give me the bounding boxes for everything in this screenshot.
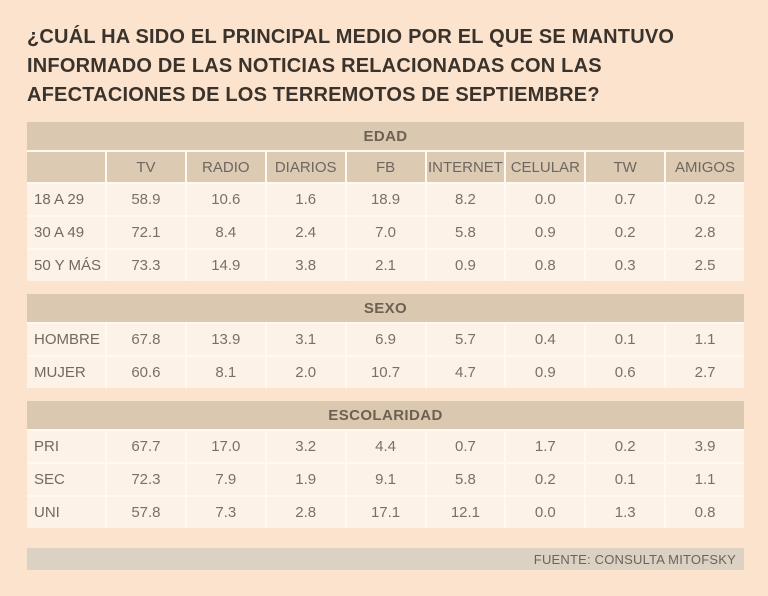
page-title (27, 23, 733, 110)
value-cell: 10.7 (347, 357, 425, 388)
value-cell: 17.1 (347, 497, 425, 528)
section-title-band: SEXO (27, 294, 744, 322)
value-cell: 0.2 (586, 217, 664, 248)
value-cell: 4.4 (347, 431, 425, 462)
row-label: MUJER (27, 357, 105, 388)
value-cell: 5.8 (427, 217, 505, 248)
value-cell: 1.6 (267, 184, 345, 215)
value-cell: 0.7 (586, 184, 664, 215)
value-cell: 2.5 (666, 250, 744, 281)
column-header: INTERNET (427, 152, 505, 182)
value-cell: 2.4 (267, 217, 345, 248)
value-cell: 0.9 (506, 217, 584, 248)
table-row (27, 217, 744, 248)
value-cell: 18.9 (347, 184, 425, 215)
value-cell: 0.2 (506, 464, 584, 495)
title-line-2: INFORMADO DE LAS NOTICIAS RELACIONADAS CON LAS (27, 55, 602, 77)
value-cell: 67.8 (107, 324, 185, 355)
value-cell: 2.8 (666, 217, 744, 248)
value-cell: 12.1 (427, 497, 505, 528)
section-sexo (27, 294, 744, 388)
table-row (27, 324, 744, 355)
value-cell: 0.3 (586, 250, 664, 281)
value-cell: 0.0 (506, 497, 584, 528)
value-cell: 0.9 (427, 250, 505, 281)
value-cell: 4.7 (427, 357, 505, 388)
value-cell: 10.6 (187, 184, 265, 215)
value-cell: 7.9 (187, 464, 265, 495)
table-sections (27, 122, 744, 528)
value-cell: 1.7 (506, 431, 584, 462)
source-label: FUENTE: CONSULTA MITOFSKY (533, 551, 736, 567)
column-header-row (27, 152, 744, 182)
value-cell: 8.4 (187, 217, 265, 248)
value-cell: 72.1 (107, 217, 185, 248)
title-line-1: ¿CUÁL HA SIDO EL PRINCIPAL MEDIO POR EL QUE SE MANTUVO (27, 26, 675, 48)
value-cell: 5.8 (427, 464, 505, 495)
row-label: SEC (27, 464, 105, 495)
table-row (27, 464, 744, 495)
title-line-3: AFECTACIONES DE LOS TERREMOTOS DE SEPTIEMBRE? (27, 84, 600, 106)
column-header-empty (27, 152, 105, 182)
column-header: RADIO (187, 152, 265, 182)
value-cell: 72.3 (107, 464, 185, 495)
value-cell: 2.8 (267, 497, 345, 528)
row-label: 18 A 29 (27, 184, 105, 215)
row-label: UNI (27, 497, 105, 528)
table-row (27, 497, 744, 528)
row-label: HOMBRE (27, 324, 105, 355)
value-cell: 0.6 (586, 357, 664, 388)
value-cell: 6.9 (347, 324, 425, 355)
value-cell: 0.1 (586, 324, 664, 355)
value-cell: 0.1 (586, 464, 664, 495)
value-cell: 60.6 (107, 357, 185, 388)
table-row (27, 431, 744, 462)
value-cell: 3.8 (267, 250, 345, 281)
value-cell: 7.3 (187, 497, 265, 528)
value-cell: 0.8 (506, 250, 584, 281)
column-header: TV (107, 152, 185, 182)
value-cell: 67.7 (107, 431, 185, 462)
column-header: CELULAR (506, 152, 584, 182)
value-cell: 57.8 (107, 497, 185, 528)
value-cell: 0.4 (506, 324, 584, 355)
value-cell: 2.7 (666, 357, 744, 388)
value-cell: 73.3 (107, 250, 185, 281)
value-cell: 58.9 (107, 184, 185, 215)
table-row (27, 250, 744, 281)
value-cell: 8.2 (427, 184, 505, 215)
section-edad (27, 122, 744, 281)
value-cell: 13.9 (187, 324, 265, 355)
value-cell: 0.7 (427, 431, 505, 462)
value-cell: 0.2 (666, 184, 744, 215)
value-cell: 0.9 (506, 357, 584, 388)
section-escolaridad (27, 401, 744, 528)
column-header: FB (347, 152, 425, 182)
value-cell: 0.8 (666, 497, 744, 528)
value-cell: 7.0 (347, 217, 425, 248)
section-title-band: ESCOLARIDAD (27, 401, 744, 429)
row-label: 50 Y MÁS (27, 250, 105, 281)
value-cell: 2.1 (347, 250, 425, 281)
value-cell: 14.9 (187, 250, 265, 281)
value-cell: 1.9 (267, 464, 345, 495)
value-cell: 3.2 (267, 431, 345, 462)
value-cell: 3.9 (666, 431, 744, 462)
value-cell: 0.0 (506, 184, 584, 215)
value-cell: 3.1 (267, 324, 345, 355)
column-header: TW (586, 152, 664, 182)
table-row (27, 357, 744, 388)
row-label: PRI (27, 431, 105, 462)
column-header: AMIGOS (666, 152, 744, 182)
section-title-band: EDAD (27, 122, 744, 150)
row-label: 30 A 49 (27, 217, 105, 248)
value-cell: 1.1 (666, 464, 744, 495)
value-cell: 9.1 (347, 464, 425, 495)
table-row (27, 184, 744, 215)
value-cell: 8.1 (187, 357, 265, 388)
value-cell: 1.3 (586, 497, 664, 528)
value-cell: 17.0 (187, 431, 265, 462)
value-cell: 5.7 (427, 324, 505, 355)
value-cell: 1.1 (666, 324, 744, 355)
source-footer (27, 548, 744, 570)
column-header: DIARIOS (267, 152, 345, 182)
value-cell: 0.2 (586, 431, 664, 462)
value-cell: 2.0 (267, 357, 345, 388)
